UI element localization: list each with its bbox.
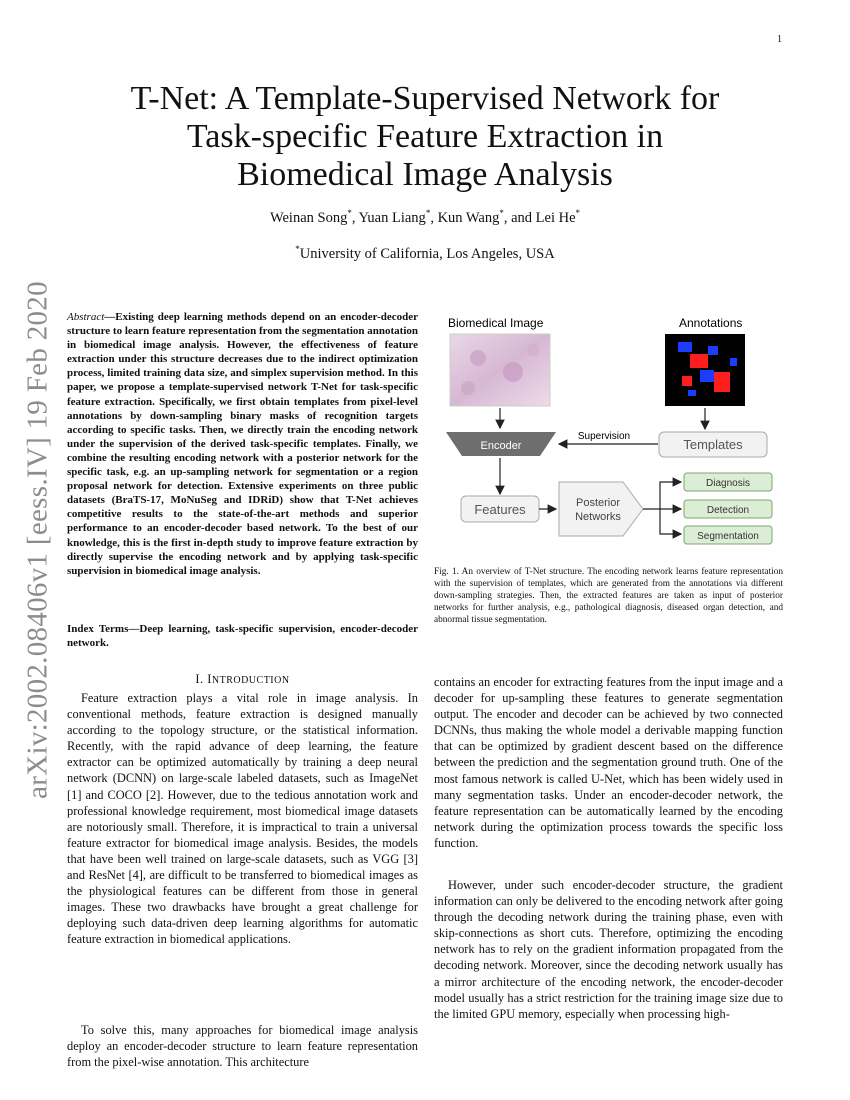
paper-title [0,80,850,194]
section-heading-text: I. INTRODUCTION [195,672,290,686]
arxiv-stamp-text: arXiv:2002.08406v1 [eess.IV] 19 Feb 2020 [21,281,54,799]
annotations-label: Annotations [679,316,743,330]
abstract [67,310,418,578]
detection-label: Detection [706,505,750,516]
right-paragraph-1: contains an encoder for extracting features from the input image and a decoder for up-sampling these features to generate segmentation output. The encoder and decoder can be achieved by two connected DCNNs, thus making the whole model a derivable mapping function that can be optimized by gradient descent based on the difference between the prediction and the segmentation ground truth. One of the most famous network is called U-Net, which has been widely used in many segmentation tasks. Under an encoder-decoder network, the feature representation can be automatically learned by the encoding network during the optimization process towards the specific loss function. [434,675,783,850]
segmentation-label: Segmentation [697,531,759,542]
paper-title-text: T-Net: A Template-Supervised Network for Task-specific Feature Extraction in Biomedical Image Analysis [130,80,720,193]
posterior-shape [559,482,643,536]
posterior-label-1: Posterior [575,497,621,509]
index-terms-label: Index Terms [67,623,129,635]
encoder-label: Encoder [480,440,522,452]
figure-caption: Fig. 1. An overview of T-Net structure. The encoding network learns feature representation with the supervision of templates, which are generated from the annotations via different down-sampling strategies. Then, the extracted features are taken as input of posterior networks for further analysis, e.g., pathological diagnosis, diseased organ detection, and abnormal tissue segmentation. [434,567,783,626]
page-number: 1 [777,34,782,45]
section-heading [67,672,418,687]
biomedical-image-label: Biomedical Image [448,316,544,330]
figure-1 [438,310,783,555]
posterior-label-2: Networks [575,511,621,523]
right-paragraph-2: However, under such encoder-decoder structure, the gradient information can only be delivered to the encoding network after going through the decoding network during the training phase, even with skip-connections as short cuts. Therefore, optimizing the encoding network has to rely on the gradient information propagated from the decoding network. Moreover, since the decoding network usually has a mirror architecture of the encoding network, the encoder-decoder model usually has a strict restriction for the training image size due to the limited GPU memory, especially when processing high- [434,878,783,1021]
authors: Weinan Song*, Yuan Liang*, Kun Wang*, and Lei He* [269,208,581,226]
arxiv-stamp [18,280,58,800]
affiliation-text: University of California, Los Angeles, USA [299,245,555,262]
index-terms-text: —Deep learning, task-specific supervision, encoder-decoder network. [67,623,418,650]
abstract-label: Abstract [67,311,105,323]
intro-paragraph-2: To solve this, many approaches for biomedical image analysis deploy an encoder-decoder structure to learn feature representation from the pixel-wise annotation. This architecture [67,1023,418,1070]
diagnosis-label: Diagnosis [706,478,750,489]
index-terms [67,622,418,650]
intro-paragraph-1: Feature extraction plays a vital role in image analysis. In conventional methods, feature extraction is designed manually according to the topology structure, or the statistical information. Recently, with the rapid advance of deep learning, the feature extractor can be optimized automatically by training a deep neural network (DCNN) on large-scale labeled datasets, such as ImageNet [1] and COCO [2]. However, due to the tedious annotation work and professional knowledge requirement, most biomedical image datasets are notoriously small. Therefore, it is impractical to train a universal feature extractor for biomedical image analysis. Besides, the models that have been well trained on large-scale datasets, such as VGG [3] and ResNet [4], are difficult to be transferred to biomedical images as the physiological features can be different from those in general images. These two drawbacks have brought a great challenge for deploying such data-driven deep learning algorithms for automatic feature extraction in biomedical applications. [67,691,418,947]
affiliation: *University of California, Los Angeles, USA [295,244,555,262]
supervision-label: Supervision [577,431,631,442]
templates-label: Templates [683,437,743,452]
biomedical-image [450,334,550,406]
abstract-text: —Existing deep learning methods depend on an encoder-decoder structure to learn feature representation from the segmentation annotation in biomedical image analysis. However, the effectiveness of feature extraction under this structure decreases due to the indirect optimization process, limited training data size, and simplex supervision method. In this paper, we propose a template-supervised network T-Net for task-specific feature extraction. Specifically, we first obtain templates from pixel-level annotations by down-sampling binary masks of recognition targets according to specific tasks. Then, we directly train the encoding network under the supervision of the derived task-specific templates. Finally, we combine the resulting encoding network with a posterior network for the specific task, e.g. an up-sampling network for segmentation or a region proposal network for detection. Extensive experiments on three public datasets (BraTS-17, MoNuSeg and IDRiD) show that T-Net achieves competitive results to the state-of-the-art methods and superior performance to an encoder-decoder based network. To the best of our knowledge, this is the first in-depth study to improve feature extraction by directly supervise the encoding network and by applying task-specific supervision in biomedical image analysis. [67,311,418,577]
annotation-image [665,334,745,406]
features-label: Features [474,502,526,517]
